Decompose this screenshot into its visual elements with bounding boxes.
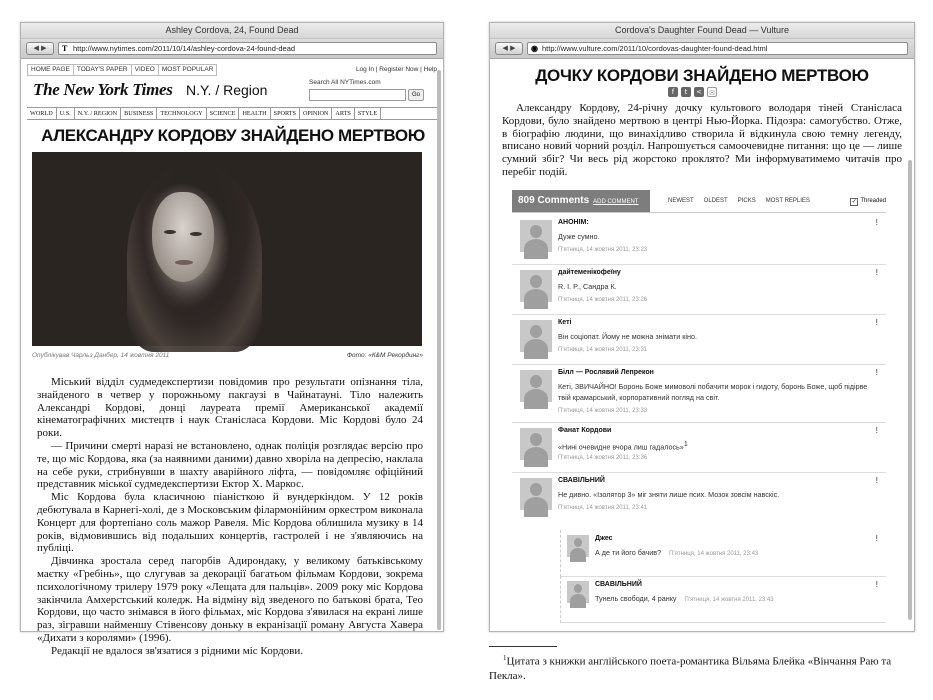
tab-newest[interactable]: NEWEST: [668, 198, 694, 204]
threaded-toggle[interactable]: [850, 190, 886, 212]
comment-author[interactable]: Кеті: [558, 319, 572, 326]
search-go-button[interactable]: Go: [408, 89, 424, 101]
flag-icon[interactable]: !: [875, 368, 878, 377]
window-title: Ashley Cordova, 24, Found Dead: [21, 23, 443, 39]
avatar: [567, 581, 589, 603]
avatar: [567, 535, 589, 557]
reply-text: Тунель свободи, 4 ранку: [595, 594, 677, 603]
nav-business[interactable]: BUSINESS: [121, 108, 157, 119]
url-text: http://www.nytimes.com/2011/10/14/ashley-cordova-24-found-dead: [73, 44, 296, 53]
comment-text: Дуже сумно.: [558, 232, 600, 241]
nav-technology[interactable]: TECHNOLOGY: [157, 108, 206, 119]
comment-item: [512, 214, 886, 265]
nav-sports[interactable]: SPORTS: [271, 108, 300, 119]
comment-date: П'ятниця, 14 жовтня 2011, 23:31: [558, 347, 648, 353]
comment-author[interactable]: Джес: [595, 535, 613, 542]
tab-home-page[interactable]: HOME PAGE: [27, 64, 74, 76]
article-photo: [32, 152, 422, 346]
comments-bar: [512, 190, 886, 213]
nav-health[interactable]: HEALTH: [239, 108, 270, 119]
photo-caption: [32, 352, 423, 359]
footnote-divider: [489, 646, 557, 647]
search-input[interactable]: [309, 89, 406, 101]
top-links: [27, 64, 437, 76]
avatar: [520, 320, 552, 352]
back-forward-buttons[interactable]: ◀ ▶: [26, 42, 54, 55]
article-paragraph: — Причини смерті наразі не встановлено, однак поліція розглядає версію про те, що міс Кордова, яка (за наявними даними) давно хворіла на депресію, наклала на себе руки, стрибнувши в шахту аварійного ліфта, — повідомляє офіційний представник міської судмедекспертизи Ектор Х. Маркос.: [37, 439, 423, 491]
photo-face: [152, 192, 214, 282]
comment-date: П'ятниця, 14 жовтня 2011, 23:33: [558, 408, 648, 414]
twitter-icon[interactable]: t: [681, 87, 691, 97]
nav-style[interactable]: STYLE: [355, 108, 381, 119]
comment-text: [558, 439, 874, 452]
avatar: [520, 220, 552, 252]
article-lead: [502, 102, 902, 179]
browser-window-vulture: [489, 22, 915, 632]
lead-paragraph: Александру Кордову, 24-річну дочку культового володаря тіней Станісласа Кордови, було знайдено мертвою в центрі Нью-Йорка. Підозра: самогубство. Отже, в біографію людини, що винахідливо створила й відкинула свою темну легенду, вписано новий чорний розділ. Напрошується самоочевидне питання: що це — лише сумний збіг? Чи весь рід жорстоко проклято? Ми інформуватимемо читачів про перебіг подій.: [502, 102, 902, 178]
back-forward-buttons[interactable]: ◀ ▶: [495, 42, 523, 55]
avatar: [520, 370, 552, 402]
flag-icon[interactable]: !: [875, 218, 878, 227]
mail-icon[interactable]: ✉: [707, 87, 717, 97]
comment-date: П'ятниця, 14 жовтня 2011, 23:26: [558, 297, 648, 303]
photo-lips: [175, 260, 193, 265]
comment-author[interactable]: дайтеменікофеїну: [558, 269, 621, 276]
comment-text: Не дивно. «Ізолятор 3» міг зняти лише псих. Мозок зовсім навскіс.: [558, 490, 780, 499]
nav-arts[interactable]: ARTS: [332, 108, 354, 119]
footnote: [489, 651, 919, 683]
comments-count-label: 809 Comments: [518, 195, 590, 206]
flag-icon[interactable]: !: [875, 534, 878, 543]
nav-world[interactable]: WORLD: [27, 108, 57, 119]
page-content: [490, 60, 914, 631]
comment-item: [512, 422, 886, 473]
checkbox-checked-icon[interactable]: ✓: [851, 199, 857, 205]
url-text: http://www.vulture.com/2011/10/cordovas-daughter-found-dead.html: [542, 44, 768, 53]
comment-text: Кеті, ЗВИЧАЙНО! Боронь Боже мимоволі побачити морок і гидоту, боронь Боже, щоб підірве твій крамарський, корпоративний погляд на світ.: [558, 382, 868, 402]
flag-icon[interactable]: !: [875, 318, 878, 327]
reply-item: [560, 576, 886, 623]
article-paragraph: Дівчинка зростала серед пагорбів Адирондаку, у великому батьківському маєтку «Гребінь», що слугував за декорації багатьом фільмам Кордови, зокрема психологічному трилеру 1979 року «Лещата для пальців». 2009 року міс Кордова закінчила Амхерстський коледж. На відміну від зведеного по батькові брата, Тео Кордови, що часто знімався в його фільмах, міс Кордова з'явилася на екрані лише раз, зігравши найменшу Стівенсову доньку в екранізації роману Августа Хавера «Дихати з королями» (1996).: [37, 555, 423, 644]
comment-date: П'ятниця, 14 жовтня 2011, 23:36: [558, 455, 648, 461]
comment-item: [512, 364, 886, 423]
comment-date: П'ятниця, 14 жовтня 2011, 23:23: [558, 247, 648, 253]
sort-tabs: [668, 190, 820, 212]
comment-date: П'ятниця, 14 жовтня 2011, 23:43: [669, 551, 759, 557]
window-title: Cordova's Daughter Found Dead — Vulture: [490, 23, 914, 39]
browser-window-nytimes: [20, 22, 444, 657]
footnote-text: Цитата з книжки англійського поета-романтика Вільяма Блейка «Вінчання Раю та Пекла».: [489, 655, 892, 682]
add-comment-link[interactable]: ADD COMMENT: [593, 199, 639, 205]
comment-text: [595, 547, 874, 558]
footnote-mark: 1: [503, 654, 507, 662]
footnote-ref: 1: [683, 441, 688, 448]
article-paragraph: Редакції не вдалося зв'язатися з рідними міс Кордови.: [51, 644, 304, 657]
nav-us[interactable]: U.S.: [57, 108, 75, 119]
comment-date: П'ятниця, 14 жовтня 2011, 23:43: [684, 597, 774, 603]
comment-text: [595, 593, 874, 604]
comments-count: [512, 190, 650, 212]
avatar: [520, 270, 552, 302]
tab-oldest[interactable]: OLDEST: [703, 198, 728, 204]
section-title: N.Y. / Region: [186, 82, 268, 98]
article-paragraph: Міський відділ судмедекспертизи повідомив про результати опізнання тіла, знайденого в четвер у порожньому пакгаузі в Чайнатауні. Тіло належить Александрі Кордові, донці лауреата премії Американської академії кінематографічних мистецтв і наук Станісласа Кордови. Міс Кордові було 24 роки.: [37, 376, 423, 440]
nyt-favicon-icon: T: [62, 44, 68, 53]
page-content: [21, 60, 443, 657]
vulture-favicon-icon: ◉: [531, 44, 538, 53]
avatar: [520, 428, 552, 460]
avatar: [520, 478, 552, 510]
comment-item: [512, 264, 886, 315]
nav-science[interactable]: SCIENCE: [207, 108, 240, 119]
flag-icon[interactable]: !: [875, 426, 878, 435]
tab-most-popular[interactable]: MOST POPULAR: [158, 64, 218, 76]
comment-author[interactable]: АНОНІМ:: [558, 219, 589, 226]
flag-icon[interactable]: !: [875, 268, 878, 277]
reply-text: А де ти його бачив?: [595, 548, 662, 557]
browser-toolbar: [490, 39, 914, 59]
comment-text: R. I. P., Сандра К.: [558, 282, 617, 291]
address-bar[interactable]: [527, 42, 908, 55]
comment-author[interactable]: Білл — Рослявий Лепрекон: [558, 369, 654, 376]
facebook-icon[interactable]: f: [668, 87, 678, 97]
comment-author[interactable]: Фанат Кордови: [558, 427, 612, 434]
share-icon[interactable]: <: [694, 87, 704, 97]
browser-toolbar: [21, 39, 443, 59]
nav-ny-region[interactable]: N.Y. / REGION: [75, 108, 121, 119]
flag-icon[interactable]: !: [875, 476, 878, 485]
reply-item: [560, 530, 886, 577]
threaded-label: Threaded: [860, 198, 886, 204]
account-links[interactable]: Log In | Register Now | Help: [355, 66, 437, 73]
photo-credit: Фото: «К&М Рекординг»: [346, 352, 423, 359]
comment-author[interactable]: СВАВІЛЬНИЙ: [595, 581, 642, 588]
article-body: [37, 376, 423, 658]
flag-icon[interactable]: !: [875, 580, 878, 589]
comment-item: [512, 472, 886, 528]
section-nav: [27, 107, 437, 120]
comment-date: П'ятниця, 14 жовтня 2011, 23:41: [558, 505, 648, 511]
comment-text: Він соціопат. Йому не можна знімати кіно.: [558, 332, 697, 341]
address-bar[interactable]: [58, 42, 437, 55]
photo-eye: [190, 232, 202, 236]
scrollbar[interactable]: [437, 70, 441, 630]
photo-eye: [164, 230, 176, 234]
tab-todays-paper[interactable]: TODAY'S PAPER: [73, 64, 132, 76]
scrollbar[interactable]: [908, 160, 912, 620]
article-headline: АЛЕКСАНДРУ КОРДОВУ ЗНАЙДЕНО МЕРТВОЮ: [41, 126, 425, 145]
photo-byline: Опублікував Чарльз Данбер, 14 жовтня 2011: [32, 352, 170, 359]
tab-video[interactable]: VIDEO: [131, 64, 159, 76]
tab-most-replies[interactable]: MOST REPLIES: [765, 198, 810, 204]
tab-picks[interactable]: PICKS: [737, 198, 756, 204]
article-paragraph: Міс Кордова була класичною піаністкою й вундеркіндом. У 12 років дебютувала в Карнегі-холі, де з Московським філармонійним оркестром виконала Концерт для фортепіано соль мажор Равеля. Міс Кордова облишила музику в 14 років, відмовившись від подальших концертів, гастролей і не з'являючись на публіці.: [37, 491, 423, 555]
comment-item: [512, 314, 886, 365]
search-label: Search All NYTimes.com: [309, 79, 381, 86]
comment-quote: «Нині очевидне вчора лиш гадалось»: [558, 442, 684, 452]
nav-opinion[interactable]: OPINION: [300, 108, 332, 119]
article-headline: ДОЧКУ КОРДОВИ ЗНАЙДЕНО МЕРТВОЮ: [535, 66, 869, 85]
comment-author[interactable]: СВАВІЛЬНИЙ: [558, 477, 605, 484]
nyt-logo[interactable]: The New York Times: [33, 80, 173, 99]
